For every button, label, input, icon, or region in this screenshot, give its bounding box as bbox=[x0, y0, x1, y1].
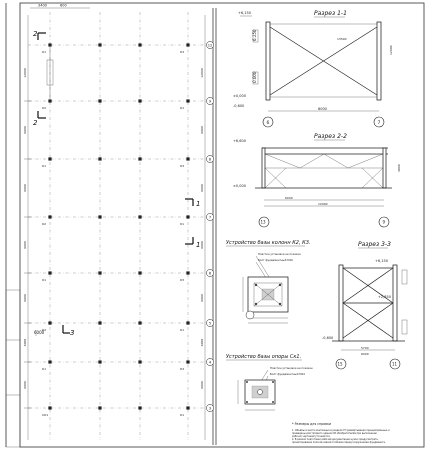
plan-column bbox=[138, 271, 141, 274]
plan-column-label: К1 bbox=[180, 222, 185, 226]
section-1-height-dim: 12000 bbox=[389, 45, 393, 55]
section-1-level-bottom: -0,600 bbox=[233, 104, 245, 108]
plan-column bbox=[138, 321, 141, 324]
plan-span-dim-left: 6000 bbox=[23, 294, 27, 302]
base-k-title: Устройство базы колонн К2, К3. bbox=[226, 240, 311, 246]
plan-span-dim-left: 6000 bbox=[23, 241, 27, 249]
plan-column bbox=[98, 271, 101, 274]
notes-line-3: рабочих чертежей уточняются. bbox=[292, 435, 331, 438]
plan-column-label: К3 bbox=[180, 50, 185, 54]
section-2-level-zero: ±0,000 bbox=[233, 184, 246, 188]
notes-line-1: 1. Объёмы и места монтажных в разделе ГП развёртывания принципиальные и bbox=[292, 429, 390, 432]
section-2-2 bbox=[233, 133, 401, 227]
section-1-side-tag-top: 6.150 bbox=[252, 29, 257, 41]
plan-column bbox=[48, 321, 51, 324]
plan-column bbox=[186, 271, 189, 274]
plan-column bbox=[138, 157, 141, 160]
section-2-axis-right: 9 bbox=[382, 219, 386, 225]
plan-column-label: К1 bbox=[180, 328, 185, 332]
section-mark-1-bottom: 1 bbox=[196, 241, 201, 249]
plan-column bbox=[98, 321, 101, 324]
plan-axis-label: 6 bbox=[208, 271, 212, 276]
section-3-3 bbox=[322, 241, 407, 369]
plan-column bbox=[98, 43, 101, 46]
plan-column bbox=[48, 157, 51, 160]
plan-axis-label: 8 bbox=[208, 157, 212, 162]
plan-span-dim-right: 6000 bbox=[200, 381, 204, 389]
plan-column bbox=[98, 99, 101, 102]
section-2-dim-a: 6000 bbox=[285, 196, 293, 200]
section-2-axis-left: 13 bbox=[260, 219, 266, 225]
plan-column bbox=[186, 43, 189, 46]
base-k-note-2: Болт фундаментный М16 bbox=[258, 259, 293, 262]
base-sk-title: Устройство базы опоры Ск1. bbox=[226, 354, 302, 360]
plan-span-dim-left: 12000 bbox=[23, 68, 27, 78]
section-2-level-top: +6,600 bbox=[233, 139, 246, 143]
plan-column-label: К2 bbox=[42, 328, 47, 332]
plan-column bbox=[98, 360, 101, 363]
base-sk-note-1: Пластин установки не показан bbox=[270, 367, 313, 370]
plan-dim-tag: 6000 bbox=[34, 330, 45, 335]
plan-column bbox=[186, 406, 189, 409]
support-base-detail-sk1 bbox=[226, 354, 313, 410]
plan-column-label: К2 bbox=[42, 222, 47, 226]
plan-column-label: СК1 bbox=[42, 413, 49, 417]
plan-column-label: К3 bbox=[180, 164, 185, 168]
plan-column bbox=[48, 406, 51, 409]
plan-column bbox=[186, 360, 189, 363]
plan-span-dim-right: 12000 bbox=[200, 68, 204, 78]
section-2-dim-b: 12000 bbox=[318, 202, 328, 206]
column-base-detail-k2-k3 bbox=[226, 240, 310, 323]
section-3-title: Разрез 3-3 bbox=[358, 241, 391, 248]
plan-column-label: К3 bbox=[180, 367, 185, 371]
plan-column bbox=[138, 360, 141, 363]
plan-axis-label: 5 bbox=[208, 321, 212, 326]
plan-axis-label: 7 bbox=[208, 215, 212, 220]
plan-column-label: К2 bbox=[42, 106, 47, 110]
plan-column bbox=[138, 99, 141, 102]
section-3-level-bottom: -0,600 bbox=[322, 336, 334, 340]
plan-column bbox=[138, 215, 141, 218]
plan-column-label: К1 bbox=[180, 413, 185, 417]
base-sk-note-2: Болт фундаментный М24 bbox=[270, 373, 305, 376]
plan-column-label: К1 bbox=[180, 106, 185, 110]
notes-line-4: 2. В рамках подготовки рабочей документации нужно предусмотреть bbox=[292, 438, 378, 441]
section-1-level-top: +6,150 bbox=[238, 11, 251, 15]
plan-axis-label: 12 bbox=[207, 43, 213, 48]
plan-column bbox=[138, 406, 141, 409]
plan-span-dim-right: 6000 bbox=[200, 294, 204, 302]
plan-column-label: К1 bbox=[42, 278, 47, 282]
plan-span-dim-left: 6000 bbox=[23, 126, 27, 134]
section-1-axis-left: 6 bbox=[266, 121, 270, 126]
section-1-span-dim: 6000 bbox=[318, 107, 327, 111]
section-3-axis-right: 11 bbox=[392, 361, 398, 367]
plan-column bbox=[48, 271, 51, 274]
plan-column bbox=[48, 215, 51, 218]
notes-line-2: приведены для типового здания СВ. Изобретателям при выполнении bbox=[292, 432, 377, 435]
plan-span-dim-left: 6000 bbox=[23, 338, 27, 347]
section-3-axis-left: 15 bbox=[337, 361, 343, 367]
plan-column bbox=[186, 99, 189, 102]
plan-axis-label: 3 bbox=[208, 406, 212, 411]
section-mark-1-top: 1 bbox=[196, 200, 201, 208]
plan-column bbox=[98, 157, 101, 160]
plan-column bbox=[138, 43, 141, 46]
general-notes bbox=[292, 422, 390, 444]
plan-column-label: К1 bbox=[42, 164, 47, 168]
plan-column bbox=[186, 215, 189, 218]
section-3-level-mid: +2,850 bbox=[378, 295, 391, 299]
section-mark-2-bottom: 2 bbox=[33, 119, 38, 127]
plan-span-dim-right: 6000 bbox=[200, 126, 204, 134]
section-1-level-zero: ±0,000 bbox=[233, 94, 246, 98]
plan-span-dim-right: 6000 bbox=[200, 241, 204, 249]
plan-column bbox=[186, 321, 189, 324]
sheet-frame bbox=[20, 3, 424, 447]
base-k-note-1: Пластин установки не показан bbox=[258, 253, 301, 256]
plan-span-dim-left: 6000 bbox=[23, 184, 27, 192]
plan-top-dim-2: 600 bbox=[60, 3, 67, 8]
notes-heading: * Размеры для справки bbox=[292, 422, 331, 426]
plan-axis-label: 9 bbox=[208, 99, 212, 104]
section-1-axis-right: 7 bbox=[377, 121, 381, 126]
column-layout-plan bbox=[23, 4, 216, 446]
side-stamp bbox=[6, 290, 20, 447]
plan-column bbox=[98, 406, 101, 409]
section-1-diag-dim: 13500 bbox=[337, 37, 347, 41]
section-3-level-top: +6,150 bbox=[375, 259, 388, 263]
section-3-dim-a: 5700 bbox=[361, 346, 369, 350]
section-2-title: Разрез 2-2 bbox=[314, 133, 347, 140]
section-1-title: Разрез 1-1 bbox=[314, 10, 347, 17]
section-mark-2-top: 2 bbox=[33, 30, 38, 38]
section-2-dim-c: 4800 bbox=[397, 164, 401, 172]
plan-column bbox=[186, 157, 189, 160]
plan-axis-label: 4 bbox=[208, 360, 212, 365]
plan-span-dim-right: 6000 bbox=[200, 184, 204, 192]
plan-column bbox=[48, 360, 51, 363]
plan-span-dim-left: 6000 bbox=[23, 381, 27, 389]
section-1-1 bbox=[233, 10, 393, 127]
section-3-dim-b: 6000 bbox=[361, 352, 369, 356]
plan-top-dim-1: 3400 bbox=[38, 3, 47, 8]
plan-column-label: К1 bbox=[42, 50, 47, 54]
notes-line-5: проектирование поясков связей стойками перед сооружением фундамента. bbox=[292, 441, 386, 444]
plan-column bbox=[98, 215, 101, 218]
section-1-side-tag-bottom: 0.000 bbox=[252, 71, 257, 83]
plan-column-label: К1 bbox=[42, 367, 47, 371]
plan-span-dim-right: 6000 bbox=[200, 338, 204, 347]
plan-column-label: К3 bbox=[180, 278, 185, 282]
section-mark-3-right: 3 bbox=[70, 329, 75, 337]
plan-column bbox=[48, 43, 51, 46]
